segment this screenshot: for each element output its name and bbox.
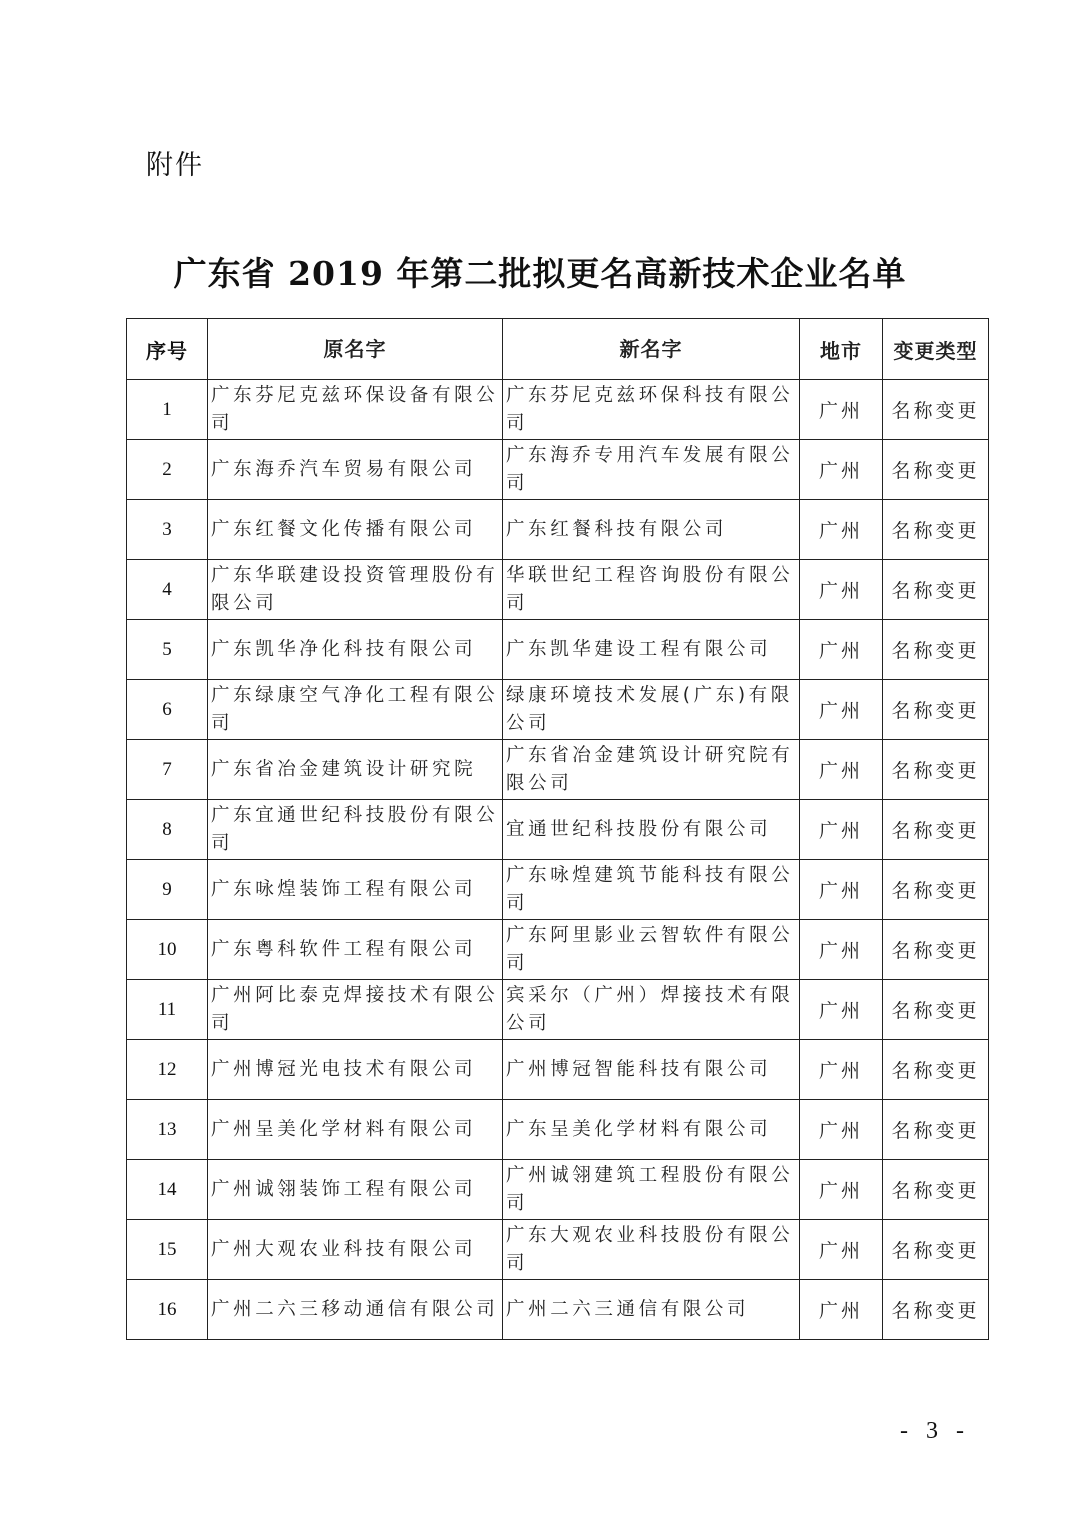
row-new-name: 广东凯华建设工程有限公司 xyxy=(503,620,800,680)
table-row xyxy=(127,680,989,740)
row-change-type: 名称变更 xyxy=(883,800,989,860)
row-old-name: 广东宜通世纪科技股份有限公司 xyxy=(208,800,503,860)
row-new-name: 广东阿里影业云智软件有限公司 xyxy=(503,920,800,980)
row-change-type: 名称变更 xyxy=(883,680,989,740)
row-new-name: 宾采尔（广州）焊接技术有限公司 xyxy=(503,980,800,1040)
row-city: 广州 xyxy=(800,560,883,620)
row-change-type: 名称变更 xyxy=(883,860,989,920)
row-new-name: 广东咏煌建筑节能科技有限公司 xyxy=(503,860,800,920)
row-no: 5 xyxy=(127,620,208,680)
row-city: 广州 xyxy=(800,920,883,980)
row-city: 广州 xyxy=(800,620,883,680)
table-header-row xyxy=(127,319,989,380)
page-title: 广东省 2019 年第二批拟更名高新技术企业名单 xyxy=(173,254,907,293)
row-new-name: 宜通世纪科技股份有限公司 xyxy=(503,800,800,860)
row-city: 广州 xyxy=(800,800,883,860)
table-row xyxy=(127,1220,989,1280)
header-no: 序号 xyxy=(127,319,208,380)
row-city: 广州 xyxy=(800,740,883,800)
company-rename-table xyxy=(126,318,989,1340)
row-old-name: 广东省冶金建筑设计研究院 xyxy=(208,740,503,800)
row-new-name: 广东芬尼克兹环保科技有限公司 xyxy=(503,380,800,440)
row-no: 4 xyxy=(127,560,208,620)
row-no: 2 xyxy=(127,440,208,500)
row-no: 11 xyxy=(127,980,208,1040)
row-new-name: 广州二六三通信有限公司 xyxy=(503,1280,800,1340)
row-old-name: 广东咏煌装饰工程有限公司 xyxy=(208,860,503,920)
row-change-type: 名称变更 xyxy=(883,1160,989,1220)
row-new-name: 绿康环境技术发展(广东)有限公司 xyxy=(503,680,800,740)
row-city: 广州 xyxy=(800,680,883,740)
row-old-name: 广州阿比泰克焊接技术有限公司 xyxy=(208,980,503,1040)
table-row xyxy=(127,1040,989,1100)
row-change-type: 名称变更 xyxy=(883,1220,989,1280)
table-row xyxy=(127,440,989,500)
row-old-name: 广州呈美化学材料有限公司 xyxy=(208,1100,503,1160)
row-city: 广州 xyxy=(800,1100,883,1160)
table-row xyxy=(127,1100,989,1160)
table-row xyxy=(127,620,989,680)
table-row xyxy=(127,740,989,800)
row-change-type: 名称变更 xyxy=(883,920,989,980)
row-city: 广州 xyxy=(800,500,883,560)
row-no: 10 xyxy=(127,920,208,980)
row-city: 广州 xyxy=(800,980,883,1040)
row-old-name: 广州二六三移动通信有限公司 xyxy=(208,1280,503,1340)
row-new-name: 广东大观农业科技股份有限公司 xyxy=(503,1220,800,1280)
row-old-name: 广州博冠光电技术有限公司 xyxy=(208,1040,503,1100)
row-no: 9 xyxy=(127,860,208,920)
row-old-name: 广东凯华净化科技有限公司 xyxy=(208,620,503,680)
row-old-name: 广东芬尼克兹环保设备有限公司 xyxy=(208,380,503,440)
row-city: 广州 xyxy=(800,1280,883,1340)
row-change-type: 名称变更 xyxy=(883,500,989,560)
row-new-name: 华联世纪工程咨询股份有限公司 xyxy=(503,560,800,620)
row-no: 15 xyxy=(127,1220,208,1280)
row-new-name: 广东海乔专用汽车发展有限公司 xyxy=(503,440,800,500)
row-old-name: 广东海乔汽车贸易有限公司 xyxy=(208,440,503,500)
page-number: - 3 - xyxy=(900,1418,970,1444)
row-city: 广州 xyxy=(800,1220,883,1280)
row-old-name: 广州诚翎装饰工程有限公司 xyxy=(208,1160,503,1220)
table-row xyxy=(127,560,989,620)
row-old-name: 广东华联建设投资管理股份有限公司 xyxy=(208,560,503,620)
row-change-type: 名称变更 xyxy=(883,1280,989,1340)
row-change-type: 名称变更 xyxy=(883,1100,989,1160)
row-new-name: 广东省冶金建筑设计研究院有限公司 xyxy=(503,740,800,800)
row-city: 广州 xyxy=(800,860,883,920)
row-no: 13 xyxy=(127,1100,208,1160)
row-no: 14 xyxy=(127,1160,208,1220)
row-city: 广州 xyxy=(800,1160,883,1220)
attachment-label: 附件 xyxy=(146,150,204,181)
row-change-type: 名称变更 xyxy=(883,620,989,680)
table-row xyxy=(127,1160,989,1220)
row-change-type: 名称变更 xyxy=(883,380,989,440)
table-row xyxy=(127,920,989,980)
table-row xyxy=(127,800,989,860)
row-old-name: 广东绿康空气净化工程有限公司 xyxy=(208,680,503,740)
row-change-type: 名称变更 xyxy=(883,740,989,800)
row-no: 16 xyxy=(127,1280,208,1340)
row-new-name: 广州博冠智能科技有限公司 xyxy=(503,1040,800,1100)
row-no: 1 xyxy=(127,380,208,440)
header-new-name: 新名字 xyxy=(503,319,800,380)
table-body xyxy=(127,380,989,1340)
row-old-name: 广东粤科软件工程有限公司 xyxy=(208,920,503,980)
table-row xyxy=(127,380,989,440)
table-row xyxy=(127,980,989,1040)
row-old-name: 广州大观农业科技有限公司 xyxy=(208,1220,503,1280)
row-change-type: 名称变更 xyxy=(883,1040,989,1100)
row-no: 8 xyxy=(127,800,208,860)
row-city: 广州 xyxy=(800,380,883,440)
row-new-name: 广东红餐科技有限公司 xyxy=(503,500,800,560)
row-no: 6 xyxy=(127,680,208,740)
row-change-type: 名称变更 xyxy=(883,560,989,620)
row-no: 12 xyxy=(127,1040,208,1100)
header-change-type: 变更类型 xyxy=(883,319,989,380)
row-no: 7 xyxy=(127,740,208,800)
table-row xyxy=(127,500,989,560)
row-city: 广州 xyxy=(800,440,883,500)
row-change-type: 名称变更 xyxy=(883,980,989,1040)
row-new-name: 广东呈美化学材料有限公司 xyxy=(503,1100,800,1160)
table-row xyxy=(127,860,989,920)
header-old-name: 原名字 xyxy=(208,319,503,380)
row-old-name: 广东红餐文化传播有限公司 xyxy=(208,500,503,560)
header-city: 地市 xyxy=(800,319,883,380)
row-no: 3 xyxy=(127,500,208,560)
row-new-name: 广州诚翎建筑工程股份有限公司 xyxy=(503,1160,800,1220)
row-city: 广州 xyxy=(800,1040,883,1100)
row-change-type: 名称变更 xyxy=(883,440,989,500)
table-row xyxy=(127,1280,989,1340)
